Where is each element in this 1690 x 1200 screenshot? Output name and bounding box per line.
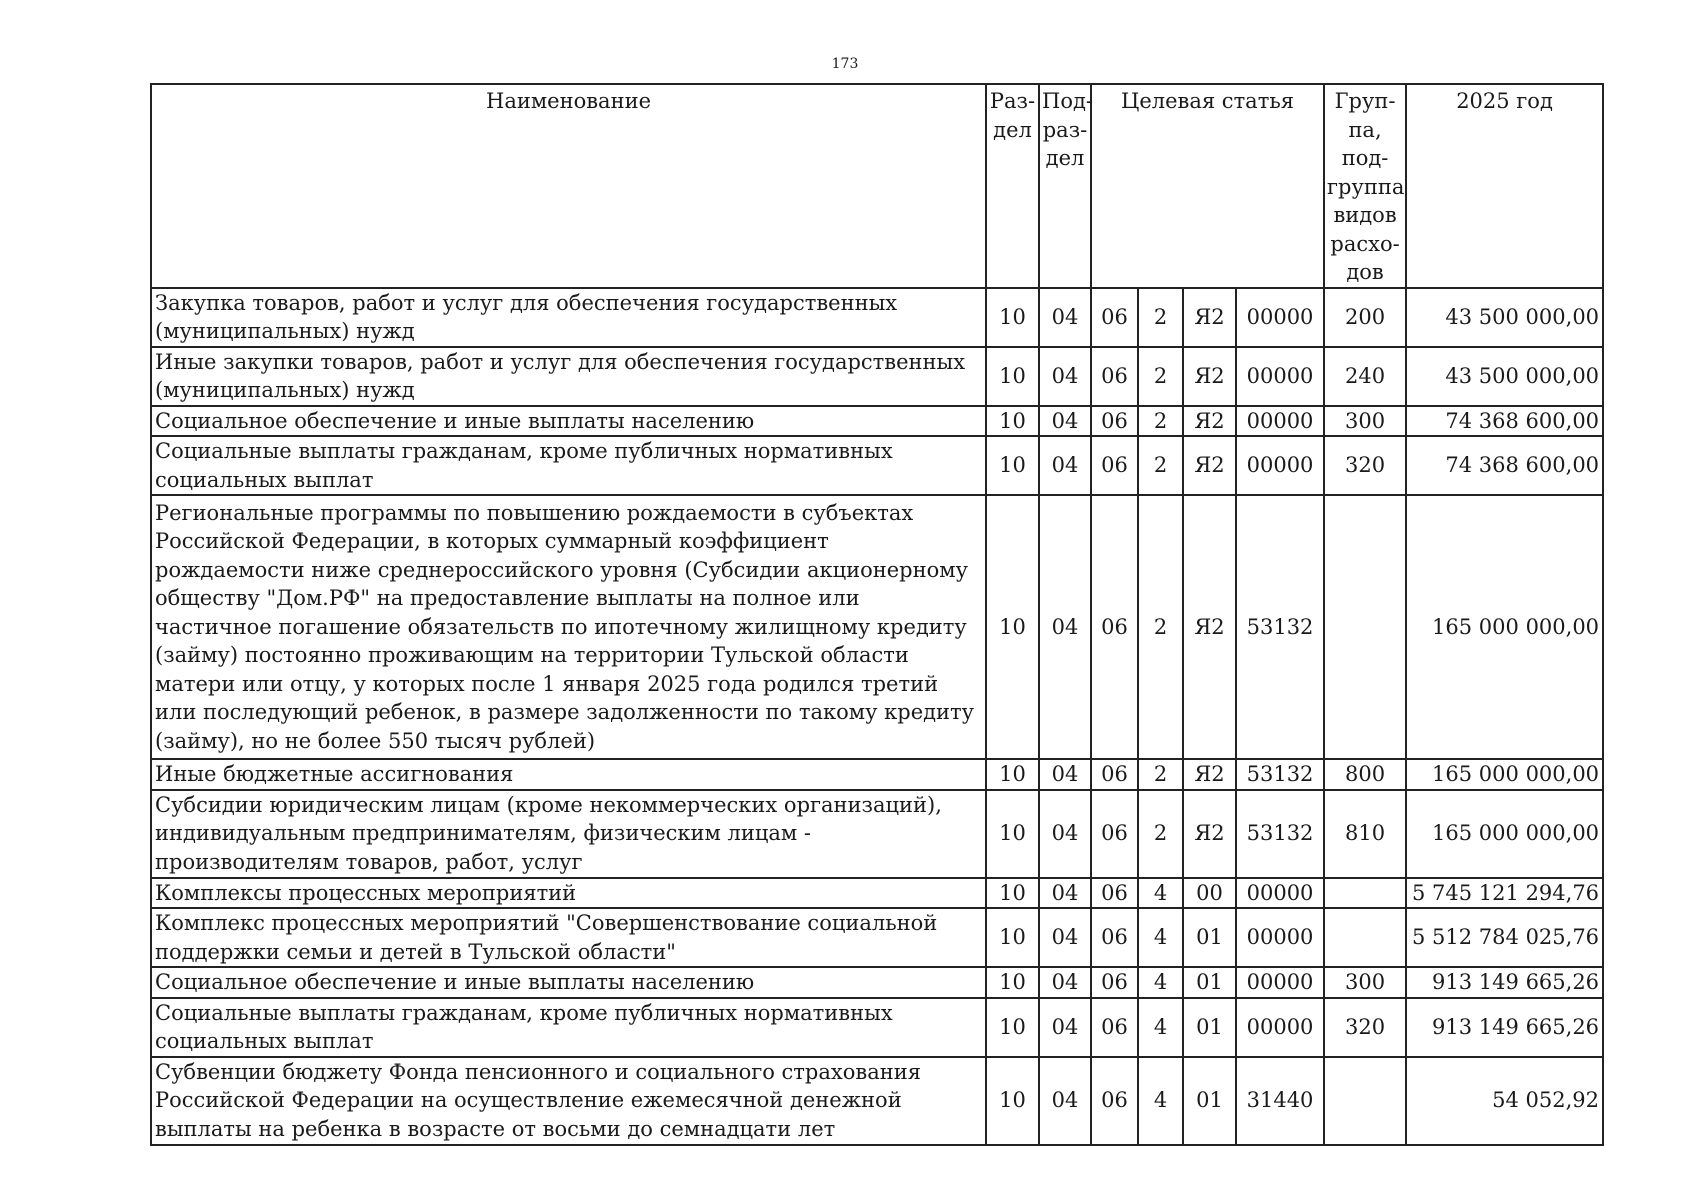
- row-podrazdel: 04: [1039, 1057, 1091, 1145]
- row-target-part4: 31440: [1236, 1057, 1324, 1145]
- row-target-part3: Я2: [1183, 759, 1236, 790]
- row-target-part1: 06: [1091, 436, 1138, 495]
- row-target-part2: 2: [1138, 347, 1183, 406]
- header-podrazdel: Под-раз-дел: [1039, 84, 1091, 288]
- row-amount: 74 368 600,00: [1406, 436, 1603, 495]
- row-razdel: 10: [986, 288, 1039, 347]
- row-podrazdel: 04: [1039, 878, 1091, 909]
- row-target-part1: 06: [1091, 878, 1138, 909]
- row-target-part4: 00000: [1236, 878, 1324, 909]
- budget-table: [150, 83, 1604, 1146]
- row-podrazdel: 04: [1039, 759, 1091, 790]
- row-razdel: 10: [986, 347, 1039, 406]
- row-target-part4: 53132: [1236, 495, 1324, 759]
- row-expense-group: 320: [1324, 998, 1406, 1057]
- row-podrazdel: 04: [1039, 347, 1091, 406]
- row-razdel: 10: [986, 759, 1039, 790]
- header-expense-group: Груп-па, под-группа видов расхо-дов: [1324, 84, 1406, 288]
- table-row: [151, 495, 1603, 759]
- row-razdel: 10: [986, 495, 1039, 759]
- table-row: [151, 347, 1603, 406]
- row-target-part4: 00000: [1236, 347, 1324, 406]
- row-expense-group: [1324, 1057, 1406, 1145]
- row-amount: 5 745 121 294,76: [1406, 878, 1603, 909]
- header-row: [151, 84, 1603, 288]
- row-razdel: 10: [986, 878, 1039, 909]
- row-target-part2: 2: [1138, 495, 1183, 759]
- row-target-part2: 2: [1138, 790, 1183, 878]
- row-target-part4: 00000: [1236, 406, 1324, 437]
- row-target-part3: Я2: [1183, 495, 1236, 759]
- row-target-part2: 2: [1138, 406, 1183, 437]
- row-target-part2: 4: [1138, 1057, 1183, 1145]
- row-name: Региональные программы по повышению рождаемости в субъектах Российской Федерации, в которых суммарный коэффициент рождаемости ниже среднероссийского уровня (Субсидии акционерному обществу "Дом.РФ" на предоставление выплаты на полное или частичное погашение обязательств по ипотечному жилищному кредиту (займу) постоянно проживающим на территории Тульской области матери или отцу, у которых после 1 января 2025 года родился третий или последующий ребенок, в размере задолженности по такому кредиту (займу), но не более 550 тысяч рублей): [151, 495, 986, 759]
- header-name: Наименование: [151, 84, 986, 288]
- row-amount: 43 500 000,00: [1406, 347, 1603, 406]
- row-target-part3: Я2: [1183, 288, 1236, 347]
- row-target-part4: 00000: [1236, 288, 1324, 347]
- row-name: Социальное обеспечение и иные выплаты населению: [151, 967, 986, 998]
- row-target-part3: 01: [1183, 998, 1236, 1057]
- row-target-part1: 06: [1091, 790, 1138, 878]
- table-row: [151, 1057, 1603, 1145]
- table-row: [151, 967, 1603, 998]
- table-row: [151, 790, 1603, 878]
- row-amount: 913 149 665,26: [1406, 998, 1603, 1057]
- row-expense-group: 300: [1324, 967, 1406, 998]
- row-name: Субвенции бюджету Фонда пенсионного и социального страхования Российской Федерации на осуществление ежемесячной денежной выплаты на ребенка в возрасте от восьми до семнадцати лет: [151, 1057, 986, 1145]
- row-amount: 74 368 600,00: [1406, 406, 1603, 437]
- row-target-part1: 06: [1091, 347, 1138, 406]
- row-target-part3: 01: [1183, 967, 1236, 998]
- row-name: Субсидии юридическим лицам (кроме некоммерческих организаций), индивидуальным предпринимателям, физическим лицам - производителям товаров, работ, услуг: [151, 790, 986, 878]
- header-target-article: Целевая статья: [1091, 84, 1324, 288]
- row-name: Иные бюджетные ассигнования: [151, 759, 986, 790]
- row-amount: 54 052,92: [1406, 1057, 1603, 1145]
- row-target-part3: Я2: [1183, 406, 1236, 437]
- row-target-part4: 53132: [1236, 790, 1324, 878]
- row-target-part2: 4: [1138, 908, 1183, 967]
- row-name: Иные закупки товаров, работ и услуг для обеспечения государственных (муниципальных) нужд: [151, 347, 986, 406]
- row-expense-group: 320: [1324, 436, 1406, 495]
- table-row: [151, 878, 1603, 909]
- row-amount: 5 512 784 025,76: [1406, 908, 1603, 967]
- table-row: [151, 908, 1603, 967]
- row-name: Социальное обеспечение и иные выплаты населению: [151, 406, 986, 437]
- row-razdel: 10: [986, 790, 1039, 878]
- row-target-part4: 00000: [1236, 436, 1324, 495]
- row-target-part3: Я2: [1183, 436, 1236, 495]
- row-name: Социальные выплаты гражданам, кроме публичных нормативных социальных выплат: [151, 436, 986, 495]
- row-target-part1: 06: [1091, 967, 1138, 998]
- row-target-part1: 06: [1091, 908, 1138, 967]
- row-target-part3: Я2: [1183, 347, 1236, 406]
- row-amount: 165 000 000,00: [1406, 790, 1603, 878]
- row-podrazdel: 04: [1039, 908, 1091, 967]
- row-target-part2: 4: [1138, 967, 1183, 998]
- row-target-part4: 53132: [1236, 759, 1324, 790]
- row-name: Социальные выплаты гражданам, кроме публичных нормативных социальных выплат: [151, 998, 986, 1057]
- row-target-part3: 00: [1183, 878, 1236, 909]
- row-razdel: 10: [986, 967, 1039, 998]
- row-amount: 165 000 000,00: [1406, 759, 1603, 790]
- row-target-part1: 06: [1091, 759, 1138, 790]
- row-target-part2: 2: [1138, 759, 1183, 790]
- row-target-part3: 01: [1183, 1057, 1236, 1145]
- row-target-part1: 06: [1091, 288, 1138, 347]
- header-year: 2025 год: [1406, 84, 1603, 288]
- row-target-part2: 2: [1138, 288, 1183, 347]
- row-podrazdel: 04: [1039, 790, 1091, 878]
- row-target-part1: 06: [1091, 1057, 1138, 1145]
- row-expense-group: 800: [1324, 759, 1406, 790]
- header-razdel: Раз-дел: [986, 84, 1039, 288]
- row-podrazdel: 04: [1039, 406, 1091, 437]
- row-target-part4: 00000: [1236, 998, 1324, 1057]
- row-expense-group: [1324, 495, 1406, 759]
- row-razdel: 10: [986, 908, 1039, 967]
- row-podrazdel: 04: [1039, 998, 1091, 1057]
- row-razdel: 10: [986, 1057, 1039, 1145]
- row-target-part1: 06: [1091, 495, 1138, 759]
- table-row: [151, 998, 1603, 1057]
- row-amount: 913 149 665,26: [1406, 967, 1603, 998]
- row-expense-group: [1324, 908, 1406, 967]
- row-expense-group: 200: [1324, 288, 1406, 347]
- row-expense-group: 240: [1324, 347, 1406, 406]
- table-row: [151, 436, 1603, 495]
- row-razdel: 10: [986, 406, 1039, 437]
- row-podrazdel: 04: [1039, 967, 1091, 998]
- row-target-part4: 00000: [1236, 967, 1324, 998]
- row-podrazdel: 04: [1039, 288, 1091, 347]
- row-podrazdel: 04: [1039, 495, 1091, 759]
- row-expense-group: 810: [1324, 790, 1406, 878]
- row-target-part2: 4: [1138, 998, 1183, 1057]
- row-target-part3: 01: [1183, 908, 1236, 967]
- row-target-part2: 2: [1138, 436, 1183, 495]
- row-target-part1: 06: [1091, 998, 1138, 1057]
- row-podrazdel: 04: [1039, 436, 1091, 495]
- row-amount: 43 500 000,00: [1406, 288, 1603, 347]
- row-expense-group: [1324, 878, 1406, 909]
- table-row: [151, 288, 1603, 347]
- table-row: [151, 406, 1603, 437]
- row-name: Комплексы процессных мероприятий: [151, 878, 986, 909]
- row-target-part4: 00000: [1236, 908, 1324, 967]
- row-expense-group: 300: [1324, 406, 1406, 437]
- row-razdel: 10: [986, 436, 1039, 495]
- row-target-part2: 4: [1138, 878, 1183, 909]
- row-razdel: 10: [986, 998, 1039, 1057]
- row-name: Закупка товаров, работ и услуг для обеспечения государственных (муниципальных) нужд: [151, 288, 986, 347]
- row-amount: 165 000 000,00: [1406, 495, 1603, 759]
- row-name: Комплекс процессных мероприятий "Совершенствование социальной поддержки семьи и детей в Тульской области": [151, 908, 986, 967]
- table-row: [151, 759, 1603, 790]
- page-number: 173: [831, 56, 859, 72]
- row-target-part3: Я2: [1183, 790, 1236, 878]
- row-target-part1: 06: [1091, 406, 1138, 437]
